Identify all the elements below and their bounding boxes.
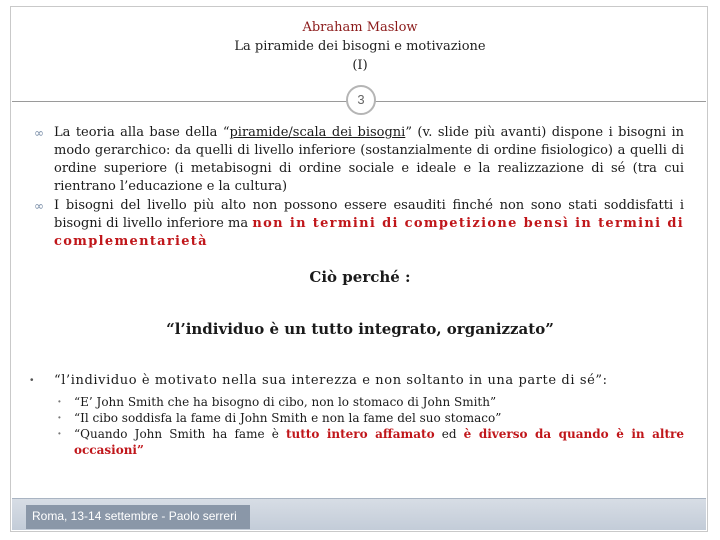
- bullet-1-text-b: ” (v. slide più avanti) dispone i bisogni in modo gerarchico: da quelli di livello inferiore (sostanzialmente di ordine fisiologico) a quelli di ordine superiore (i metabisogni di ordine sociale e ideale e la realizzazione di sé (tra cui rientrano l’educazione e la cultura): [54, 125, 684, 194]
- main-point-text: “l’individuo è motivato nella sua interezza e non soltanto in una parte di sé”:: [54, 373, 608, 388]
- bullet-marker-icon: ∞: [34, 199, 44, 213]
- sub-point-3-text-a: “Quando John Smith ha fame è: [74, 427, 286, 441]
- bullet-2-emphasis: non in termini di competizione bensì in termini di complementarietà: [54, 216, 685, 249]
- sub-bullet-icon: •: [58, 429, 61, 438]
- bullet-item-2: [34, 197, 684, 251]
- slide-number-badge: 3: [346, 85, 376, 115]
- title-line-2: La piramide dei bisogni e motivazione: [234, 39, 486, 54]
- slide-title: [0, 18, 720, 75]
- sub-point-2: [58, 410, 684, 426]
- sub-bullet-icon: •: [58, 413, 61, 422]
- cio-perche-heading: Ciò perché :: [309, 268, 411, 286]
- sub-point-3-text-b: ed: [434, 427, 464, 441]
- sub-point-3-red-a: tutto intero affamato: [285, 427, 435, 441]
- sub-point-1-text: “E’ John Smith che ha bisogno di cibo, non lo stomaco di John Smith”: [74, 395, 497, 409]
- integrated-quote: “l’individuo è un tutto integrato, organizzato”: [166, 320, 554, 338]
- bullet-dot-icon: •: [30, 375, 34, 386]
- bullet-marker-icon: ∞: [34, 126, 44, 140]
- footer-text: Roma, 13-14 settembre - Paolo serreri: [26, 505, 250, 529]
- bullet-list: [34, 124, 684, 252]
- title-line-1: Abraham Maslow: [302, 20, 418, 35]
- bullet-item-1: [34, 124, 684, 196]
- main-point: [30, 372, 684, 390]
- sub-point-list: [58, 394, 684, 458]
- sub-point-3: [58, 426, 684, 458]
- sub-bullet-icon: •: [58, 397, 61, 406]
- sub-point-3-red-b: è diverso da quando è in altre occasioni”: [74, 427, 684, 457]
- bullet-2-text: I bisogni del livello più alto non possono essere esauditi finché non sono stati soddisfatti i bisogni di livello inferiore ma: [54, 198, 684, 231]
- sub-point-2-text: “Il cibo soddisfa la fame di John Smith e non la fame del suo stomaco”: [74, 411, 502, 425]
- sub-point-1: [58, 394, 684, 410]
- title-line-3: (I): [352, 58, 368, 73]
- bullet-1-underlined: piramide/scala dei bisogni: [229, 125, 406, 140]
- bullet-1-text-a: La teoria alla base della “: [54, 125, 230, 140]
